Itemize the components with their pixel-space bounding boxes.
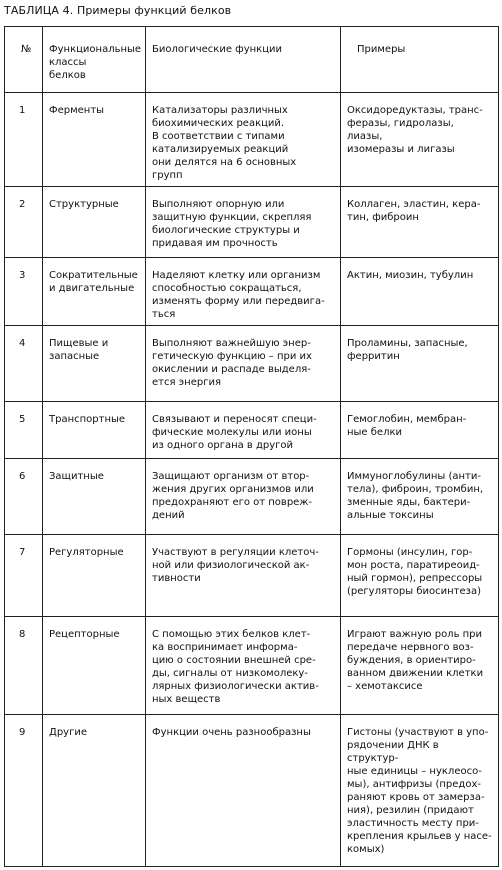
table-row	[5, 459, 499, 535]
row-examples: Коллаген, эластин, кера- тин, фиброин	[341, 187, 499, 258]
row-functions: Связывают и переносят специ- фические молекулы или ионы из одного органа в другой	[146, 402, 341, 459]
table-row	[5, 93, 499, 187]
row-number: 4	[5, 326, 43, 402]
row-examples: Играют важную роль при передаче нервного воз- буждения, в ориентиро- ванном движении клетки – хемотаксисе	[341, 617, 499, 715]
row-class: Структурные	[43, 187, 146, 258]
table-caption: ТАБЛИЦА 4. Примеры функций белков	[4, 4, 232, 17]
row-functions: Наделяют клетку или организм способностью сокращаться, изменять форму или передвига- ться	[146, 258, 341, 326]
row-functions: Участвуют в регуляции клеточ- ной или физиологической ак- тивности	[146, 535, 341, 617]
row-examples: Гемоглобин, мембран- ные белки	[341, 402, 499, 459]
row-number: 7	[5, 535, 43, 617]
table-row	[5, 715, 499, 867]
row-examples: Актин, миозин, тубулин	[341, 258, 499, 326]
row-number: 1	[5, 93, 43, 187]
row-number: 9	[5, 715, 43, 867]
row-class: Защитные	[43, 459, 146, 535]
row-class: Ферменты	[43, 93, 146, 187]
table-row	[5, 535, 499, 617]
row-functions: Выполняют опорную или защитную функции, скрепляя биологические структуры и придавая им прочность	[146, 187, 341, 258]
proteins-table	[4, 26, 499, 867]
row-class: Другие	[43, 715, 146, 867]
row-functions: Функции очень разнообразны	[146, 715, 341, 867]
table-row	[5, 402, 499, 459]
row-class: Регуляторные	[43, 535, 146, 617]
row-functions: Выполняют важнейшую энер- гетическую функцию – при их окислении и распаде выделя- ется энергия	[146, 326, 341, 402]
row-number: 5	[5, 402, 43, 459]
row-functions: Защищают организм от втор- жения других организмов или предохраняют его от повреж- дений	[146, 459, 341, 535]
table-row	[5, 326, 499, 402]
row-class: Рецепторные	[43, 617, 146, 715]
row-examples: Иммуноглобулины (анти- тела), фиброин, тромбин, зменные яды, бактери- альные токсины	[341, 459, 499, 535]
row-examples: Проламины, запасные, ферритин	[341, 326, 499, 402]
row-examples: Гистоны (участвуют в упо- рядочении ДНК в структур- ные единицы – нуклеосо- мы), антифризы (предох- раняют кровь от замерза- ния), резилин (придают эластичность месту при- крепления крыльев у насе- комых)	[341, 715, 499, 867]
row-number: 6	[5, 459, 43, 535]
header-num: №	[5, 27, 43, 93]
row-examples: Гормоны (инсулин, гор- мон роста, паратиреоид- ный гормон), репрессоры (регуляторы биосинтеза)	[341, 535, 499, 617]
row-class: Сократительные и двигательные	[43, 258, 146, 326]
row-functions: Катализаторы различных биохимических реакций. В соответствии с типами катализируемых реакций они делятся на 6 основных групп	[146, 93, 341, 187]
row-number: 8	[5, 617, 43, 715]
table-row	[5, 617, 499, 715]
header-examples: Примеры	[341, 27, 499, 93]
table-row	[5, 187, 499, 258]
row-number: 3	[5, 258, 43, 326]
header-row	[5, 27, 499, 93]
row-examples: Оксидоредуктазы, транс- феразы, гидролазы, лиазы, изомеразы и лигазы	[341, 93, 499, 187]
row-functions: С помощью этих белков клет- ка воспринимает информа- цию о состоянии внешней сре- ды, сигналы от низкомолеку- лярных физиологически актив- ных веществ	[146, 617, 341, 715]
row-class: Пищевые и запасные	[43, 326, 146, 402]
row-number: 2	[5, 187, 43, 258]
header-functions: Биологические функции	[146, 27, 341, 93]
row-class: Транспортные	[43, 402, 146, 459]
table-row	[5, 258, 499, 326]
header-class: Функциональные классы белков	[43, 27, 146, 93]
